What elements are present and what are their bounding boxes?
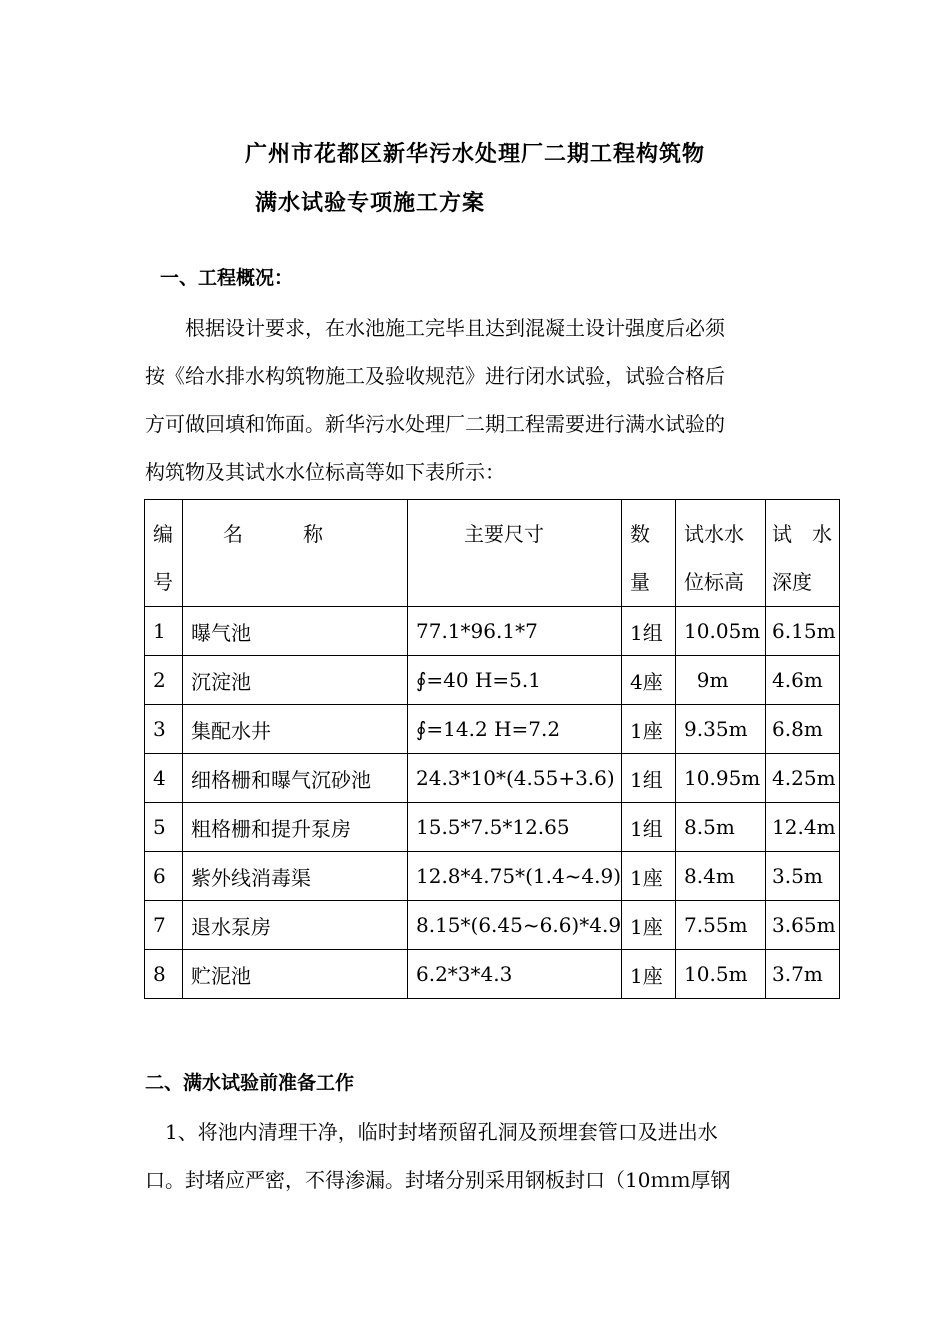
table-row (145, 901, 840, 950)
cell-size: 8.15*(6.45~6.6)*4.9 (408, 901, 622, 950)
table-row (145, 656, 840, 705)
header-depth-line1: 试 水 (772, 522, 833, 546)
cell-depth: 4.6m (766, 656, 840, 705)
cell-qty: 1座 (622, 950, 676, 999)
cell-qty: 1座 (622, 705, 676, 754)
paragraph-line: 1、将池内清理干净，临时封堵预留孔洞及预埋套管口及进出水 (145, 1120, 718, 1144)
cell-name: 曝气池 (183, 607, 408, 656)
cell-depth: 3.7m (766, 950, 840, 999)
cell-level: 8.5m (676, 803, 766, 852)
paragraph-line: 方可做回填和饰面。新华污水处理厂二期工程需要进行满水试验的 (145, 412, 725, 436)
cell-depth: 3.5m (766, 852, 840, 901)
header-qty-line1: 数 (630, 522, 651, 546)
cell-level: 10.95m (676, 754, 766, 803)
section2-heading: 二、满水试验前准备工作 (145, 1072, 355, 1094)
cell-size: ∮=40 H=5.1 (408, 656, 622, 705)
cell-name: 细格栅和曝气沉砂池 (183, 754, 408, 803)
paragraph-line: 按《给水排水构筑物施工及验收规范》进行闭水试验，试验合格后 (145, 364, 725, 388)
cell-depth: 6.8m (766, 705, 840, 754)
cell-no: 6 (145, 852, 183, 901)
cell-no: 3 (145, 705, 183, 754)
header-no (145, 500, 183, 607)
header-size-text: 主要尺寸 (464, 522, 544, 546)
header-level (676, 500, 766, 607)
cell-level: 10.05m (676, 607, 766, 656)
cell-size: ∮=14.2 H=7.2 (408, 705, 622, 754)
structures-table (144, 499, 840, 999)
header-size (408, 500, 622, 607)
table-row (145, 852, 840, 901)
section1-heading: 一、工程概况： (160, 267, 294, 289)
cell-depth: 3.65m (766, 901, 840, 950)
cell-qty: 1组 (622, 803, 676, 852)
header-level-line2: 位标高 (684, 570, 745, 594)
cell-qty: 1组 (622, 607, 676, 656)
cell-depth: 4.25m (766, 754, 840, 803)
cell-name: 贮泥池 (183, 950, 408, 999)
cell-name: 粗格栅和提升泵房 (183, 803, 408, 852)
cell-name: 紫外线消毒渠 (183, 852, 408, 901)
header-level-line1: 试水水 (684, 522, 745, 546)
cell-qty: 4座 (622, 656, 676, 705)
cell-no: 8 (145, 950, 183, 999)
cell-name: 沉淀池 (183, 656, 408, 705)
table-row (145, 705, 840, 754)
cell-qty: 1组 (622, 754, 676, 803)
cell-level: 10.5m (676, 950, 766, 999)
cell-no: 4 (145, 754, 183, 803)
cell-size: 15.5*7.5*12.65 (408, 803, 622, 852)
header-qty-line2: 量 (630, 570, 651, 594)
cell-no: 2 (145, 656, 183, 705)
header-depth-line2: 深度 (772, 570, 813, 594)
cell-no: 1 (145, 607, 183, 656)
cell-depth: 6.15m (766, 607, 840, 656)
document-title-line2: 满水试验专项施工方案 (255, 190, 486, 216)
cell-name: 集配水井 (183, 705, 408, 754)
header-name (183, 500, 408, 607)
paragraph-line: 根据设计要求，在水池施工完毕且达到混凝土设计强度后必须 (145, 316, 725, 340)
cell-level: 9m (676, 656, 766, 705)
cell-name: 退水泵房 (183, 901, 408, 950)
cell-size: 24.3*10*(4.55+3.6) (408, 754, 622, 803)
cell-depth: 12.4m (766, 803, 840, 852)
cell-size: 77.1*96.1*7 (408, 607, 622, 656)
table-row (145, 803, 840, 852)
section2-paragraph (145, 1108, 810, 1204)
document-title-line1: 广州市花都区新华污水处理厂二期工程构筑物 (245, 141, 706, 167)
cell-level: 9.35m (676, 705, 766, 754)
table-row (145, 607, 840, 656)
cell-level: 7.55m (676, 901, 766, 950)
cell-size: 12.8*4.75*(1.4~4.9) (408, 852, 622, 901)
header-qty (622, 500, 676, 607)
cell-qty: 1座 (622, 852, 676, 901)
section1-paragraph (145, 304, 810, 496)
header-no-line1: 编 (153, 522, 173, 546)
cell-no: 5 (145, 803, 183, 852)
header-no-line2: 号 (153, 570, 173, 594)
cell-size: 6.2*3*4.3 (408, 950, 622, 999)
cell-no: 7 (145, 901, 183, 950)
table-row (145, 754, 840, 803)
paragraph-line: 构筑物及其试水水位标高等如下表所示： (145, 460, 505, 484)
table-header-row (145, 500, 840, 607)
cell-qty: 1座 (622, 901, 676, 950)
header-name-text: 名 称 (223, 522, 323, 546)
header-depth (766, 500, 840, 607)
cell-level: 8.4m (676, 852, 766, 901)
paragraph-line: 口。封堵应严密，不得渗漏。封堵分别采用钢板封口（10ｍｍ厚钢 (145, 1168, 731, 1192)
table-row (145, 950, 840, 999)
